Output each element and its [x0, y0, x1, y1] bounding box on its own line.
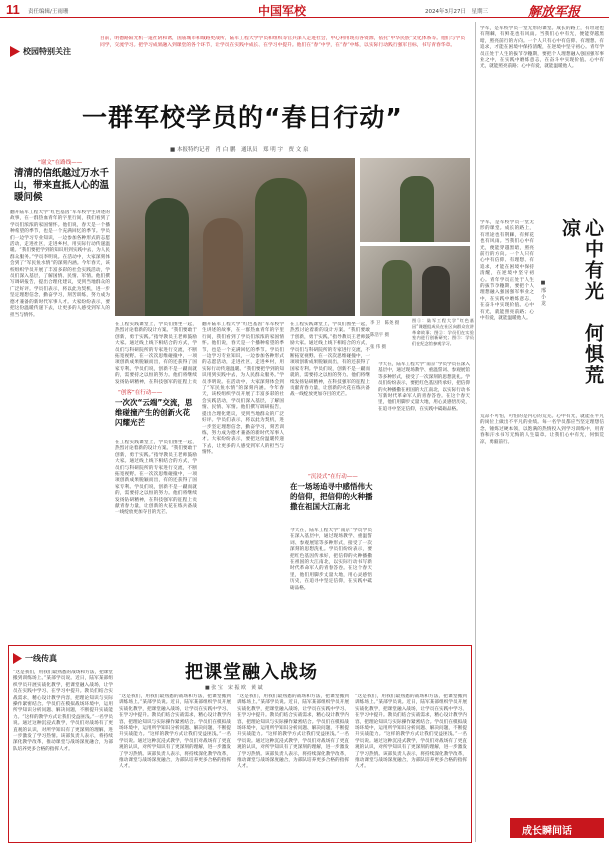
side-column-body-top: 学军，是军校学员一堂无形的课堂。成长的路上，有坦途也有荆棘，有鲜花也有风雨。当我们心中有光，便能穿越黑暗，照亮前行的方向。一个人只有心中有信仰、有理想、有追求，才能在困境中保持清醒，在逆境中坚守初心。青年学员正处于人生的拔节孕穗期，要把个人理想融入强国强军事业之中，在实践中磨炼意志，在奋斗中实现价值。心中有光，就能照亮前路；心中有爱，就能温暖他人。 — [480, 26, 604, 70]
side-column-author: ■ 邢 小 龙 — [540, 280, 546, 306]
story1-body: 翻开陆军工程大学“红色基因”军军校学生讲述的故事，在一群热血青年的字里行间，我们看到了学员们浓浓的家国情怀。他们说，春天是一个播种希望的季节，也是一个充满回忆的季节。学员们一边学习专业知识，一边参加各种形式的志愿活动，走进社区，走进乡村，用实际行动传递温暖。“我们要把学到的知识用到实践中去，为人民群众服务。”学员李明说。在活动中，大家深刻体会到了“军民鱼水情”的深刻内涵。今年春天，该校组织学员开展了丰富多彩的社会实践活动，学员们深入基层，了解国情、民情、军情。他们撰写调研报告，提出合理化建议，受到当地群众的广泛好评。学员们表示，将以此为契机，进一步坚定理想信念，勤奋学习，刻苦训练，努力成为德才兼备的新时代军事人才。大家纷纷表示，要把这份温暖传递下去，让更多的人感受到军人的担当与情怀。 — [10, 210, 110, 318]
story3-title: 在一场场追寻中感悟伟大的信仰，把信仰的火种播撒在祖国大江南北 — [290, 482, 373, 511]
middle-right-column-body: 在工程实践课堂上，学员们围坐一起，热烈讨论着新的设计方案。“我们要敢于创新，勇于实践。”指导教员王老师鼓励大家。通过线上线下相结合的方式，学员们与科研院所的专家进行交流，不断拓宽视野。在一次次思维碰撞中，一项项创新成果脱颖而出，有的还获得了国家专利。学员们说，创新不是一蹴而就的，需要持之以恒的努力。他们将继续发扬钻研精神，在科技强军的征程上贡献青春力量，让创新的火花在练兵备战一线绽放更加夺目的光芒。 — [290, 322, 370, 398]
story1-kicker: “谢文”在路线—— — [38, 160, 83, 166]
side-column-body-bottom: 荒凉不可怕，可怕的是内心的荒芜。心中有光，就能在平凡的岗位上做出不平凡的业绩。每一名学员都应当坚定理想信念，锤炼过硬本领，以饱满的热情投入到学习训练中，用青春和汗水书写无悔的人生篇章。让我们心中有光，何惧荒凉，勇毅前行。 — [480, 414, 604, 445]
photo-side-top-figure — [400, 176, 434, 242]
bottom-section-box — [8, 645, 472, 843]
main-title: 一群军校学员的“春日行动” — [82, 103, 403, 132]
bottom-byline: ■ 张 宝 宋 振 欧 黄 斌 — [205, 685, 263, 691]
column-tag — [10, 44, 92, 60]
photo-side-bottom-figure-2 — [422, 266, 450, 316]
issue-date: 2024年3月27日 星期三 — [425, 9, 488, 15]
bottom-body-col3: “这是我们，用我们最熟悉的战场和方法，把课堂搬到训练场上。”某部学员说。近日，陆军某部组织学员开展实战化教学，把课堂融入战场，让学员在实践中学习、在学习中提升。教员们结合实战需求，精心设计教学内容，把理论知识与实际操作紧密结合。学员们在模拟战场环境中，运用所学知识分析问题、解决问题，不断提升实战能力。“这样的教学方式让我们受益匪浅。”一名学员说。通过这种沉浸式教学，学员们对战场有了更直观的认识，对所学知识有了更深刻的理解，进一步激发了学习热情。该部负责人表示，将持续深化教学改革，推动课堂与战场深度融合，为部队培养更多合格的指挥人才。 — [237, 694, 349, 770]
side-column-footer — [510, 818, 604, 838]
side-column-footer-label: 成长瞬间话 — [522, 826, 572, 837]
story2-kicker: “创客”在行动—— — [118, 390, 163, 396]
photo-main — [115, 158, 355, 316]
bottom-column-tag-label: 一线传真 — [25, 654, 57, 663]
photo-credit-1: 李 卫 陈尧 摄 — [370, 321, 400, 326]
story3-body: 今天在，陆军工程大学“南京”学员学员在深入基层中，通过现场教学、重温誓词、参观展馆等多种形式，接受了一次深刻的思想洗礼。学员们纷纷表示，要把红色基因传承好，把信仰的火种播撒在祖国的大江南北，以实际行动书写新时代革命军人的青春答卷。在这个春天里，他们用脚步丈量大地，用心灵感悟历史，在追寻中坚定信仰，在实践中砥砺品格。 — [290, 528, 372, 591]
bottom-body-col1: “这是我们，用我们最熟悉的战场和方法，把课堂搬到训练场上。”某部学员说。近日，陆军某部组织学员开展实战化教学，把课堂融入战场，让学员在实践中学习、在学习中提升。教员们结合实战需求，精心设计教学内容，把理论知识与实际操作紧密结合。学员们在模拟战场环境中，运用所学知识分析问题、解决问题，不断提升实战能力。“这样的教学方式让我们受益匪浅。”一名学员说。通过这种沉浸式教学，学员们对战场有了更直观的认识，对所学知识有了更深刻的理解，进一步激发了学习热情。该部负责人表示，将持续深化教学改革，推动课堂与战场深度融合，为部队培养更多合格的指挥人才。 — [13, 670, 113, 752]
story2-title: 一次次“云端”交流，思维碰撞产生的创新火花闪耀光芒 — [115, 398, 193, 427]
page-header — [0, 0, 609, 18]
story1-title: 清清的信纸越过万水千山，带来直抵人心的温暖问候 — [14, 168, 110, 203]
bottom-body-col2: “这是我们，用我们最熟悉的战场和方法，把课堂搬到训练场上。”某部学员说。近日，陆军某部组织学员开展实战化教学，把课堂融入战场，让学员在实践中学习、在学习中提升。教员们结合实战需求，精心设计教学内容，把理论知识与实际操作紧密结合。学员们在模拟战场环境中，运用所学知识分析问题、解决问题，不断提升实战能力。“这样的教学方式让我们受益匪浅。”一名学员说。通过这种沉浸式教学，学员们对战场有了更直观的认识，对所学知识有了更深刻的理解，进一步激发了学习热情。该部负责人表示，将持续深化教学改革，推动课堂与战场深度融合，为部队培养更多合格的指挥人才。 — [119, 694, 231, 770]
bottom-column-tag-mark — [13, 653, 22, 664]
section-title: 中国军校 — [258, 4, 307, 18]
column-tag-mark — [10, 46, 20, 57]
photo-figure-right — [255, 178, 307, 316]
story2-body: 在工程实践课堂上，学员们围坐一起，热烈讨论着新的设计方案。“我们要敢于创新，勇于实践。”指导教员王老师鼓励大家。通过线上线下相结合的方式，学员们与科研院所的专家进行交流，不断拓宽视野。在一次次思维碰撞中，一项项创新成果脱颖而出，有的还获得了国家专利。学员们说，创新不是一蹴而就的，需要持之以恒的努力。他们将继续发扬钻研精神，在科技强军的征程上贡献青春力量，让创新的火花在练兵备战一线绽放更加夺目的光芒。 — [115, 440, 197, 516]
photo-credit-3: 张 伟 摄 — [370, 345, 386, 350]
photo-caption: 图①：陆军工程大学“红色基因”课题组成员在社区向群众宣讲革命故事；图②：学员们在实验室内进行创新研究；图③：学员们在纪念馆参观学习。 — [412, 318, 474, 347]
page-number: 11 — [6, 2, 20, 17]
main-byline: ■ 本报特约记者 肖 白 鹏 通讯员 郑 明 宇 贾 文 泉 — [170, 147, 309, 153]
editor-line: 责任编辑/王雨珊 — [28, 9, 69, 15]
middle-column-body: 翻开陆军工程大学“红色基因”军军校学生讲述的故事，在一群热血青年的字里行间，我们看到了学员们浓浓的家国情怀。他们说，春天是一个播种希望的季节，也是一个充满回忆的季节。学员们一边学习专业知识，一边参加各种形式的志愿活动，走进社区，走进乡村，用实际行动传递温暖。“我们要把学到的知识用到实践中去，为人民群众服务。”学员李明说。在活动中，大家深刻体会到了“军民鱼水情”的深刻内涵。今年春天，该校组织学员开展了丰富多彩的社会实践活动，学员们深入基层，了解国情、民情、军情。他们撰写调研报告，提出合理化建议，受到当地群众的广泛好评。学员们表示，将以此为契机，进一步坚定理想信念，勤奋学习，刻苦训练，努力成为德才兼备的新时代军事人才。大家纷纷表示，要把这份温暖传递下去，让更多的人感受到军人的担当与情怀。 — [202, 322, 284, 456]
bottom-title: 把课堂融入战场 — [185, 662, 318, 683]
photo-credit-2: 陈浩宇 摄 — [370, 333, 389, 338]
intro-text: 目前，明德路阳光机一道社阴和诱，国庙城市和城路更战所，陆军工程大学学员和组织等官兵深人走进社会，中心利用现有各资源，依托“中华民族”文化体系等。他们与学员同学，交流学习。把学习成果融入到课堂的各个环节，让学员在实践中成长、在学习中提升。他们在“春”中学，在“春”中练，以实际行动践行强军目标，书写青春华章。 — [100, 36, 465, 48]
photo-side-bottom — [360, 246, 470, 316]
story3-continued: 今天在，陆军工程大学“南京”学员学员在深入基层中，通过现场教学、重温誓词、参观展馆等多种形式，接受了一次深刻的思想洗礼。学员们纷纷表示，要把红色基因传承好，把信仰的火种播撒在祖国的大江南北，以实际行动书写新时代革命军人的青春答卷。在这个春天里，他们用脚步丈量大地，用心灵感悟历史，在追寻中坚定信仰，在实践中砥砺品格。 — [378, 362, 470, 412]
bottom-body-col4: “这是我们，用我们最熟悉的战场和方法，把课堂搬到训练场上。”某部学员说。近日，陆军某部组织学员开展实战化教学，把课堂融入战场，让学员在实践中学习、在学习中提升。教员们结合实战需求，精心设计教学内容，把理论知识与实际操作紧密结合。学员们在模拟战场环境中，运用所学知识分析问题、解决问题，不断提升实战能力。“这样的教学方式让我们受益匪浅。”一名学员说。通过这种沉浸式教学，学员们对战场有了更直观的认识，对所学知识有了更深刻的理解，进一步激发了学习热情。该部负责人表示，将持续深化教学改革，推动课堂与战场深度融合，为部队培养更多合格的指挥人才。 — [355, 694, 467, 770]
story2-lead-body: 在工程实践课堂上，学员们围坐一起，热烈讨论着新的设计方案。“我们要敢于创新，勇于实践。”指导教员王老师鼓励大家。通过线上线下相结合的方式，学员们与科研院所的专家进行交流，不断拓宽视野。在一次次思维碰撞中，一项项创新成果脱颖而出，有的还获得了国家专利。学员们说，创新不是一蹴而就的，需要持之以恒的努力。他们将继续发扬钻研精神，在科技强军的征程上贡 — [115, 322, 197, 384]
column-tag-label: 校园特别关注 — [23, 47, 71, 56]
side-column-divider — [475, 22, 476, 842]
masthead: 解放军报 — [528, 5, 581, 20]
side-column-title: 心中有光 何惧荒凉 — [559, 218, 604, 386]
photo-figure-mid — [203, 218, 243, 316]
story3-kicker: “沉浸式”在行动—— — [308, 474, 358, 480]
photo-side-bottom-figure — [382, 260, 412, 316]
photo-side-top — [360, 158, 470, 242]
side-column-body-middle: 学军，是军校学员一堂无形的课堂。成长的路上，有坦途也有荆棘，有鲜花也有风雨。当我们心中有光，便能穿越黑暗，照亮前行的方向。一个人只有心中有信仰、有理想、有追求，才能在困境中保持清醒，在逆境中坚守初心。青年学员正处于人生的拔节孕穗期，要把个人理想融入强国强军事业之中，在实践中磨炼意志，在奋斗中实现价值。心中有光，就能照亮前路；心中有爱，就能温暖他人。 — [480, 220, 534, 322]
photo-figure-left — [145, 198, 189, 316]
bottom-column-tag — [13, 652, 93, 666]
